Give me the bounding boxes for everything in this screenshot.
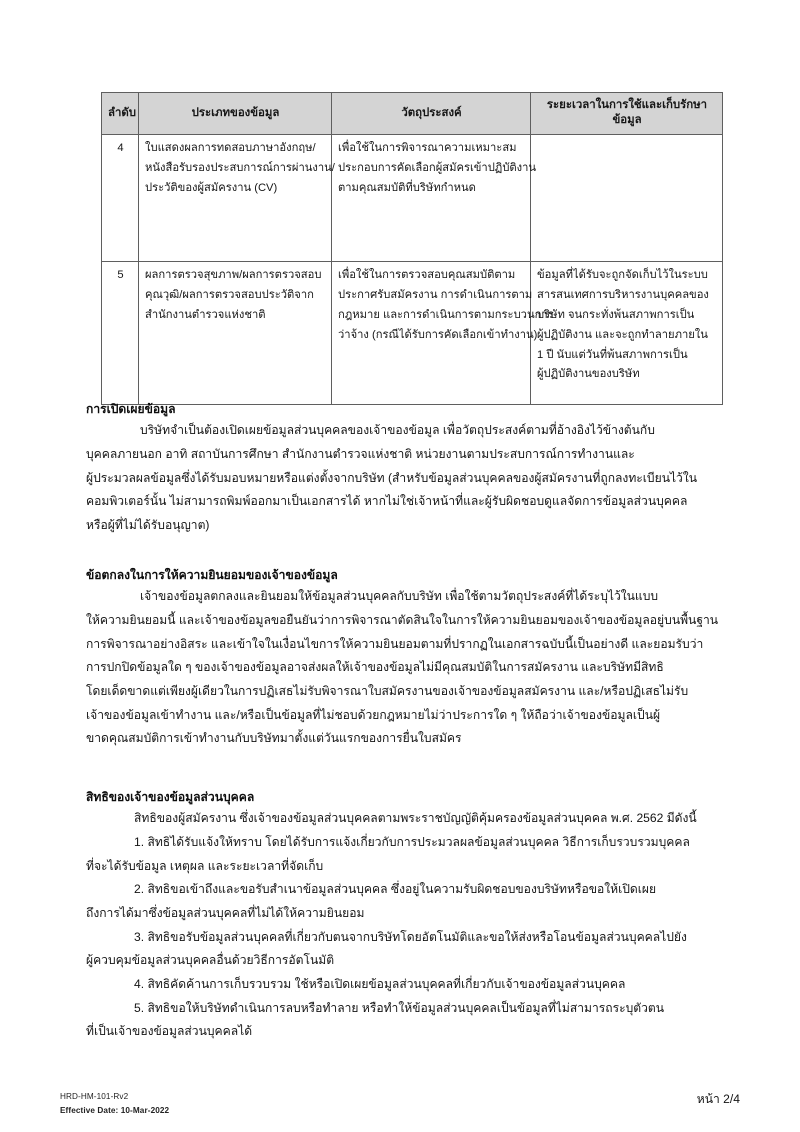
cell-line: เพื่อใช้ในการพิจารณาความเหมาะสม (338, 141, 517, 154)
paragraph-line: ผู้ประมวลผลข้อมูลซึ่งได้รับมอบหมายหรือแต่งตั้งจากบริษัท (สำหรับข้อมูลส่วนบุคคลของผู้สมัครงานที่ถูกลงทะเบียนไว้ใน (86, 470, 698, 485)
section-paragraph (86, 807, 720, 1044)
cell-line-group (145, 266, 326, 326)
rights-list-item-4: 4. สิทธิคัดค้านการเก็บรวบรวม ใช้หรือเปิดเผยข้อมูลส่วนบุคคลที่เกี่ยวกับเจ้าของข้อมูลส่วนบุคคล (134, 977, 626, 992)
table-row (102, 134, 723, 261)
table-header-data-type: ประเภทของข้อมูล (139, 93, 332, 135)
section-heading: การเปิดเผยข้อมูล (86, 402, 176, 416)
paragraph-line: ถึงการได้มาซึ่งข้อมูลส่วนบุคคลที่ไม่ได้ให้ความยินยอม (86, 905, 365, 920)
section-data-subject-rights (86, 788, 720, 1044)
rights-list-item-2: 2. สิทธิขอเข้าถึงและขอรับสำเนาข้อมูลส่วนบุคคล ซึ่งอยู่ในความรับผิดชอบของบริษัทหรือขอให้เปิดเผย (134, 882, 657, 897)
paragraph-line: ที่เป็นเจ้าของข้อมูลส่วนบุคคลได้ (86, 1024, 253, 1039)
footer-document-info (60, 1090, 169, 1119)
cell-line: ประกาศรับสมัครงาน การดำเนินการตาม (338, 288, 533, 301)
cell-line: ใบแสดงผลการทดสอบภาษาอังกฤษ/ (145, 141, 316, 154)
footer-effective-date: Effective Date: 10-Mar-2022 (60, 1106, 170, 1116)
paragraph-line: สิทธิของผู้สมัครงาน ซึ่งเจ้าของข้อมูลส่วนบุคคลตามพระราชบัญญัติคุ้มครองข้อมูลส่วนบุคคล พ.ศ. 2562 มีดังนี้ (134, 811, 697, 826)
section-consent-agreement (86, 566, 720, 751)
footer-document-code: HRD-HM-101-Rv2 (60, 1092, 129, 1101)
cell-line-group (145, 139, 335, 199)
paragraph-line: เจ้าของข้อมูลตกลงและยินยอมให้ข้อมูลส่วนบุคคลกับบริษัท เพื่อใช้ตามวัตถุประสงค์ที่ได้ระบุไว้ในแบบ (140, 589, 659, 604)
paragraph-line: คอมพิวเตอร์นั้น ไม่สามารถพิมพ์ออกมาเป็นเอกสารได้ หากไม่ใช่เจ้าหน้าที่และผู้รับผิดชอบดูแลจัดการข้อมูลส่วนบุคคล (86, 494, 688, 509)
rights-list-item-5: 5. สิทธิขอให้บริษัทดำเนินการลบหรือทำลาย หรือทำให้ข้อมูลส่วนบุคคลเป็นข้อมูลที่ไม่สามารถระบุตัวตน (134, 1000, 665, 1015)
rights-list-item-1: 1. สิทธิได้รับแจ้งให้ทราบ โดยได้รับการแจ้งเกี่ยวกับการประมวลผลข้อมูลส่วนบุคคล วิธีการเก็บรวบรวมบุคคล (134, 834, 690, 849)
cell-line-group (338, 266, 554, 346)
table-header-row (102, 93, 723, 135)
paragraph-line: ขาดคุณสมบัติการเข้าทำงานกับบริษัทมาตั้งแต่วันแรกของการยื่นใบสมัคร (86, 731, 462, 746)
paragraph-line: ผู้ควบคุมข้อมูลส่วนบุคคลอื่นด้วยวิธีการอัตโนมัติ (86, 953, 335, 968)
cell-line: ประวัติของผู้สมัครงาน (CV) (145, 181, 278, 194)
table-cell-data-type (139, 261, 332, 404)
cell-line: ประกอบการคัดเลือกผู้สมัครเข้าปฏิบัติงาน (338, 161, 537, 174)
table-header-sequence: ลำดับ (102, 93, 139, 135)
data-retention-table (101, 92, 723, 405)
paragraph-line: บุคคลภายนอก อาทิ สถาบันการศึกษา สำนักงานตำรวจแห่งชาติ หน่วยงานตามประสบการณ์การทำงานและ (86, 446, 635, 461)
table-row (102, 261, 723, 404)
cell-line: สารสนเทศการบริหารงานบุคคลของ (537, 288, 709, 301)
data-retention-table-container (101, 92, 722, 405)
paragraph-line: การปกปิดข้อมูลใด ๆ ของเจ้าของข้อมูลอาจส่งผลให้เจ้าของข้อมูลไม่มีคุณสมบัติในการสมัครงาน และบริษัทมีสิทธิ (86, 660, 664, 675)
table-cell-sequence: 4 (102, 134, 139, 261)
table-cell-data-type (139, 134, 335, 261)
cell-line: หนังสือรับรองประสบการณ์การผ่านงาน/ (145, 161, 335, 174)
cell-line: ข้อมูลที่ได้รับจะถูกจัดเก็บไว้ในระบบ (537, 268, 708, 281)
paragraph-line: เจ้าของข้อมูลเข้าทำงาน และ/หรือเป็นข้อมูลที่ไม่ชอบด้วยกฎหมายไม่ว่าประการใด ๆ ให้ถือว่าเจ้าของข้อมูลเป็นผู้ (86, 707, 661, 722)
table-header (102, 93, 723, 135)
rights-list-item-3: 3. สิทธิขอรับข้อมูลส่วนบุคคลที่เกี่ยวกับตนจากบริษัทโดยอัตโนมัติและขอให้ส่งหรือโอนข้อมูลส่วนบุคคลไปยัง (134, 929, 687, 944)
cell-line: ว่าจ้าง (กรณีได้รับการคัดเลือกเข้าทำงาน) (338, 328, 538, 341)
paragraph-line: ที่จะได้รับข้อมูล เหตุผล และระยะเวลาที่จัดเก็บ (86, 858, 324, 873)
cell-line: บริษัท จนกระทั่งพ้นสภาพการเป็น (537, 308, 695, 321)
cell-line: กฎหมาย และการดำเนินการตามกระบวนการ (338, 308, 554, 321)
table-cell-purpose (332, 261, 554, 404)
cell-line: เพื่อใช้ในการตรวจสอบคุณสมบัติตาม (338, 268, 516, 281)
cell-line: คุณวุฒิ/ผลการตรวจสอบประวัติจาก (145, 288, 314, 301)
page-footer (60, 1090, 740, 1130)
table-cell-retention-period (531, 134, 723, 261)
table-body (102, 134, 723, 404)
section-heading: ข้อตกลงในการให้ความยินยอมของเจ้าของข้อมูล (86, 568, 338, 582)
cell-line: ผลการตรวจสุขภาพ/ผลการตรวจสอบ (145, 268, 322, 281)
table-cell-purpose (332, 134, 537, 261)
cell-line: ผู้ปฏิบัติงาน และจะถูกทำลายภายใน (537, 328, 708, 341)
table-header-retention-period: ระยะเวลาในการใช้และเก็บรักษาข้อมูล (531, 93, 723, 135)
footer-page-number: หน้า 2/4 (696, 1092, 740, 1106)
paragraph-line: การพิจารณาอย่างอิสระ และเข้าใจในเงื่อนไขการให้ความยินยอมตามที่ปรากฏในเอกสารฉบับนี้เป็นอย่างดี และยอมรับว่า (86, 636, 704, 651)
paragraph-line: ให้ความยินยอมนี้ และเจ้าของข้อมูลขอยืนยันว่าการพิจารณาตัดสินใจในการให้ความยินยอมของเจ้าของข้อมูลอยู่บนพื้นฐาน (86, 612, 719, 627)
table-header-purpose: วัตถุประสงค์ (332, 93, 531, 135)
cell-line: ผู้ปฏิบัติงานของบริษัท (537, 368, 640, 381)
paragraph-line: บริษัทจำเป็นต้องเปิดเผยข้อมูลส่วนบุคคลของเจ้าของข้อมูล เพื่อวัตถุประสงค์ตามที่อ้างอิงไว้ข้างต้นกับ (140, 423, 655, 438)
paragraph-line: หรือผู้ที่ไม่ได้รับอนุญาต) (86, 517, 210, 532)
cell-line-group (338, 139, 537, 199)
cell-line: สำนักงานตำรวจแห่งชาติ (145, 308, 266, 321)
cell-line: ตามคุณสมบัติที่บริษัทกำหนด (338, 181, 476, 194)
paragraph-line: โดยเด็ดขาดแต่เพียงผู้เดียวในการปฏิเสธไม่รับพิจารณาใบสมัครงานของเจ้าของข้อมูลสมัครงาน และ/หรือปฏิเสธไม่รับ (86, 683, 689, 698)
cell-line: 1 ปี นับแต่วันที่พ้นสภาพการเป็น (537, 348, 688, 361)
section-heading: สิทธิของเจ้าของข้อมูลส่วนบุคคล (86, 790, 255, 804)
cell-line-group (537, 266, 717, 386)
table-cell-retention-period (531, 261, 723, 404)
section-paragraph (86, 419, 720, 538)
section-paragraph (86, 585, 720, 751)
table-cell-sequence: 5 (102, 261, 139, 404)
section-data-disclosure (86, 400, 720, 538)
